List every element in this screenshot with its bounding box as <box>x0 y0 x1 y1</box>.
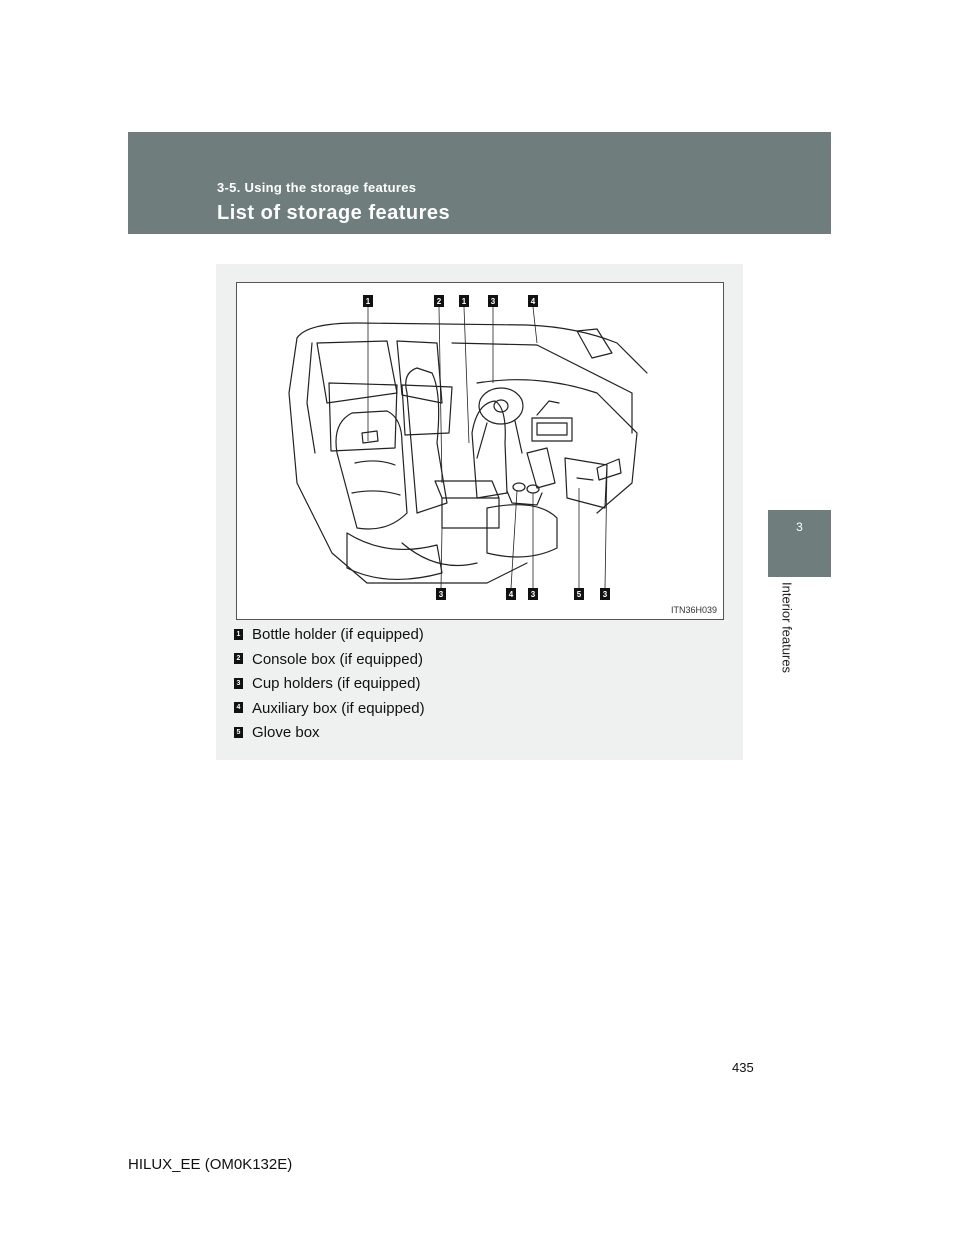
top-marker-2: 1 <box>461 297 467 306</box>
bottom-marker-2: 3 <box>530 590 536 599</box>
legend-label: Auxiliary box (if equipped) <box>252 699 425 717</box>
bottom-marker-0: 3 <box>438 590 444 599</box>
chapter-tab[interactable] <box>768 510 831 577</box>
chapter-label-text: Interior features <box>779 582 795 674</box>
page-title: List of storage features <box>217 202 451 224</box>
page-number: 435 <box>732 1060 754 1075</box>
legend-number: 1 <box>234 629 243 640</box>
top-marker-4: 4 <box>530 297 536 306</box>
legend-number: 5 <box>234 727 243 738</box>
top-markers <box>363 295 538 307</box>
section-label: 3-5. Using the storage features <box>217 180 417 195</box>
legend-number: 4 <box>234 702 243 713</box>
bottom-marker-4: 3 <box>602 590 608 599</box>
legend-item <box>234 649 425 674</box>
legend-label: Glove box <box>252 724 320 741</box>
legend-item <box>234 698 425 723</box>
legend-label: Bottle holder (if equipped) <box>252 626 424 643</box>
interior-illustration <box>236 282 724 620</box>
storage-panel <box>216 264 743 760</box>
bottom-marker-1: 4 <box>508 590 514 599</box>
chapter-header <box>128 132 831 234</box>
legend-item <box>234 673 425 698</box>
chapter-number: 3 <box>796 520 803 534</box>
legend-item <box>234 722 425 747</box>
top-marker-3: 3 <box>490 297 496 306</box>
bottom-marker-3: 5 <box>576 590 582 599</box>
legend-number: 3 <box>234 678 243 689</box>
legend-label: Console box (if equipped) <box>252 650 423 668</box>
legend-number: 2 <box>234 653 243 664</box>
top-marker-0: 1 <box>365 297 371 306</box>
bottom-markers <box>436 588 610 600</box>
footer-model-code: HILUX_EE (OM0K132E) <box>128 1156 293 1173</box>
figure-code: ITN36H039 <box>670 605 717 615</box>
car-interior-drawing <box>237 283 723 619</box>
chapter-side-label <box>776 582 798 692</box>
legend-label: Cup holders (if equipped) <box>252 675 421 692</box>
legend-item <box>234 624 425 649</box>
legend-list <box>234 624 425 747</box>
top-marker-1: 2 <box>436 297 442 306</box>
